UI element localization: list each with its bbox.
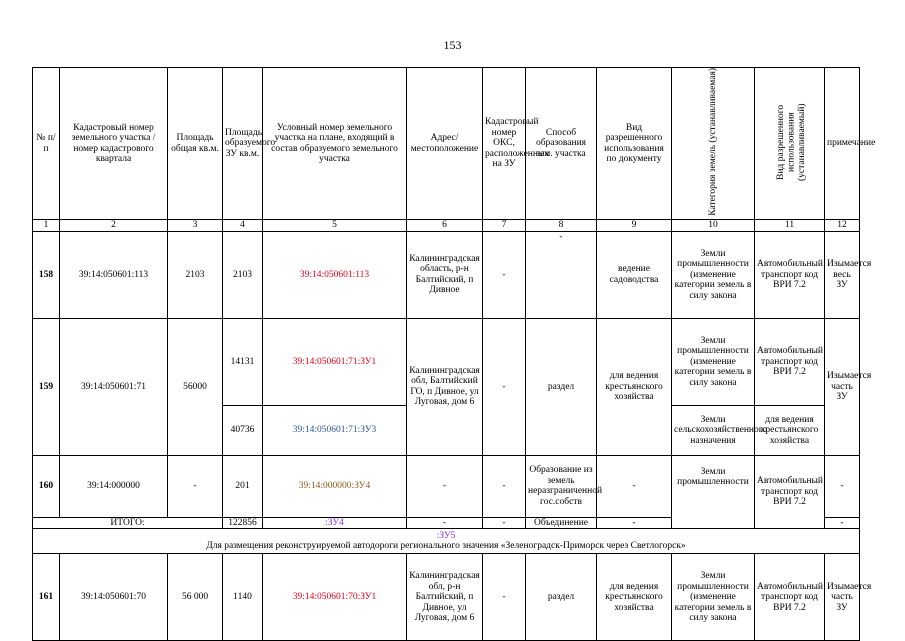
cadastral-number: 39:14:050601:70 <box>60 554 168 641</box>
permitted-use: для ведения крестьянского хозяйства <box>597 318 672 455</box>
permitted-use: - <box>597 455 672 517</box>
col-number: 12 <box>825 220 860 232</box>
land-register-table <box>32 67 876 641</box>
land-category: Земли сельскохозяйственного назначения <box>672 405 755 455</box>
table-row-159 <box>33 318 860 405</box>
new-area: 2103 <box>223 231 263 318</box>
conditional-number: 39:14:000000:ЗУ4 <box>263 455 407 517</box>
address: Калининградская область, р-н Балтийский, п Дивное <box>407 231 483 318</box>
row-number: 160 <box>33 455 60 517</box>
oks-number: - <box>483 554 526 641</box>
new-permitted-use: Автомобильный транспорт код ВРИ 7.2 <box>755 455 825 529</box>
address: Калининградская обл, р-н Балтийский, п Дивное, ул Луговая, дом 6 <box>407 554 483 641</box>
section-code: :ЗУ5 <box>436 530 456 541</box>
formation-method: раздел <box>526 318 597 455</box>
formation-method: Образование из земель неразграниченной гос.собств <box>526 455 597 517</box>
permitted-use: ведение садоводства <box>597 231 672 318</box>
new-permitted-use: Автомобильный транспорт код ВРИ 7.2 <box>755 231 825 318</box>
total-address: - <box>407 517 483 529</box>
col-number: 3 <box>168 220 223 232</box>
header-cell: Кадастровый номер земельного участка /номер кадастрового квартала <box>60 68 168 220</box>
header-cell: Адрес/ местоположение <box>407 68 483 220</box>
header-cell-vertical <box>672 68 755 220</box>
header-cell: Кадастровый номер ОКС, расположенных на ЗУ <box>483 68 526 220</box>
row-number: 159 <box>33 318 60 455</box>
total-area: 122856 <box>223 517 263 529</box>
total-method: Объединение <box>526 517 597 529</box>
note: Изымается часть ЗУ <box>825 318 860 455</box>
total-area: - <box>168 455 223 517</box>
section-header-row <box>33 529 860 554</box>
col-number: 5 <box>263 220 407 232</box>
col-number: 8 <box>526 220 597 232</box>
total-area: 2103 <box>168 231 223 318</box>
new-permitted-use: Автомобильный транспорт код ВРИ 7.2 <box>755 554 825 641</box>
permitted-use: для ведения крестьянского хозяйства <box>597 554 672 641</box>
address: - <box>407 455 483 517</box>
cadastral-number: 39:14:000000 <box>60 455 168 517</box>
header-cell: примечание <box>825 68 860 220</box>
header-cell-text: Категория земель (устанавливаемая) <box>707 68 718 216</box>
total-area: 56 000 <box>168 554 223 641</box>
conditional-number: 39:14:050601:70:ЗУ1 <box>263 554 407 641</box>
header-cell-vertical <box>755 68 825 220</box>
header-cell: Способ образования зем. участка <box>526 68 597 220</box>
section-title: Для размещения реконструируемой автодороги регионального значения «Зеленоградск-Приморск через Светлогорск» <box>206 541 686 552</box>
total-note: - <box>825 517 860 529</box>
table-row-161 <box>33 554 860 641</box>
oks-number: - <box>483 318 526 455</box>
total-label: ИТОГО: <box>33 517 223 529</box>
col-number: 1 <box>33 220 60 232</box>
land-category: Земли промышленности <box>672 455 755 529</box>
note: Изымается весь ЗУ <box>825 231 860 318</box>
col-number: 9 <box>597 220 672 232</box>
total-use: - <box>597 517 672 529</box>
header-cell: Площадь общая кв.м. <box>168 68 223 220</box>
new-permitted-use: Автомобильный транспорт код ВРИ 7.2 <box>755 318 825 405</box>
conditional-number: 39:14:050601:71:ЗУ3 <box>263 405 407 455</box>
row-number: 161 <box>33 554 60 641</box>
new-area: 201 <box>223 455 263 517</box>
col-number: 11 <box>755 220 825 232</box>
col-number: 7 <box>483 220 526 232</box>
total-oks: - <box>483 517 526 529</box>
land-category: Земли промышленности (изменение категории земель в силу закона <box>672 318 755 405</box>
oks-number: - <box>483 455 526 517</box>
header-cell: Вид разрешенного использования по документу <box>597 68 672 220</box>
land-category: Земли промышленности (изменение категории земель в силу закона <box>672 231 755 318</box>
formation-method: - <box>526 231 597 318</box>
land-category: Земли промышленности (изменение категории земель в силу закона <box>672 554 755 641</box>
new-permitted-use: для ведения крестьянского хозяйства <box>755 405 825 455</box>
page-number: 153 <box>443 38 462 52</box>
formation-method: раздел <box>526 554 597 641</box>
column-number-row <box>33 220 860 232</box>
note: Изымается часть ЗУ <box>825 554 860 641</box>
col-number: 10 <box>672 220 755 232</box>
col-number: 2 <box>60 220 168 232</box>
table-row-160 <box>33 455 860 517</box>
new-area: 14131 <box>223 318 263 405</box>
total-area: 56000 <box>168 318 223 455</box>
address: Калининградская обл, Балтийский ГО, п Дивное, ул Луговая, дом 6 <box>407 318 483 455</box>
header-cell: Площадь образуемого ЗУ кв.м. <box>223 68 263 220</box>
section-header <box>33 529 860 554</box>
row-number: 158 <box>33 231 60 318</box>
header-cell-text: Вид разрешенного использования (устанавливаемый) <box>775 103 807 181</box>
header-cell: № п/п <box>33 68 60 220</box>
conditional-number: 39:14:050601:71:ЗУ1 <box>263 318 407 405</box>
cadastral-number: 39:14:050601:113 <box>60 231 168 318</box>
cadastral-number: 39:14:050601:71 <box>60 318 168 455</box>
header-row <box>33 68 860 220</box>
col-number: 4 <box>223 220 263 232</box>
new-area: 40736 <box>223 405 263 455</box>
col-number: 6 <box>407 220 483 232</box>
total-conditional-number: :ЗУ4 <box>263 517 407 529</box>
note: - <box>825 455 860 517</box>
conditional-number: 39:14:050601:113 <box>263 231 407 318</box>
header-cell: Условный номер земельного участка на плане, входящий в состав образуемого земельного участка <box>263 68 407 220</box>
oks-number: - <box>483 231 526 318</box>
table-row-158 <box>33 231 860 318</box>
new-area: 1140 <box>223 554 263 641</box>
